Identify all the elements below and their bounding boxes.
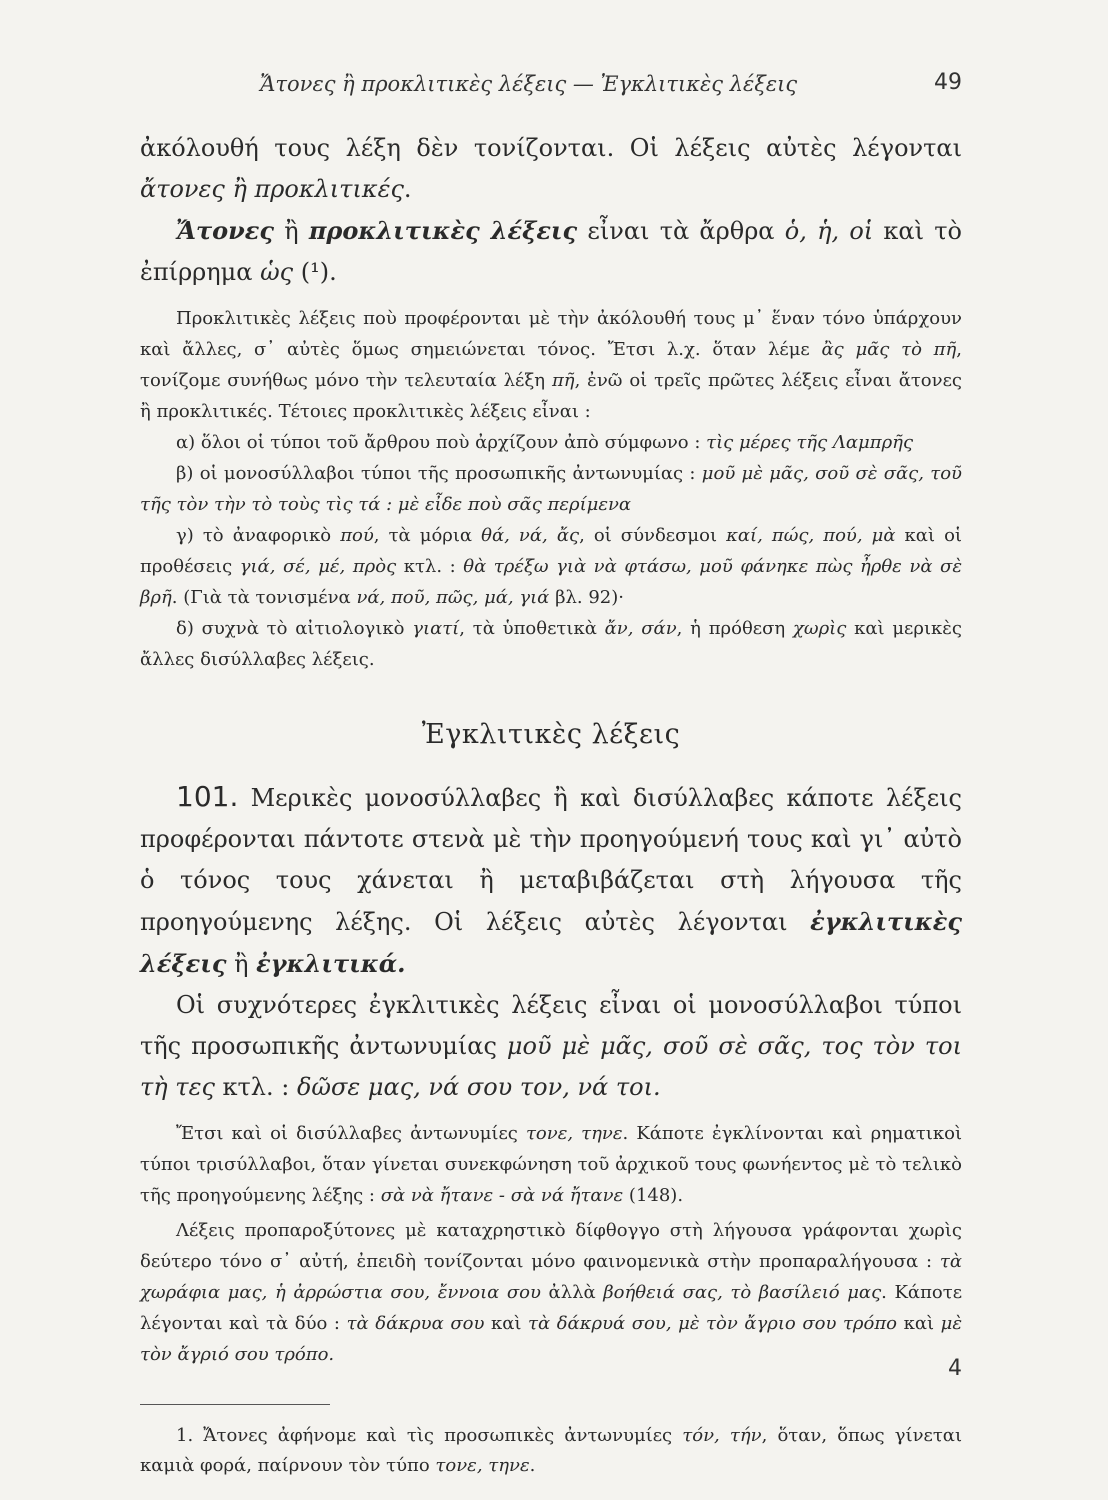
list-item-b — [140, 458, 962, 520]
text: ἀλλὰ — [540, 1282, 604, 1303]
text: καὶ οἱ προθέσεις — [140, 525, 962, 577]
italic-example: νά, ποῦ, πῶς, μά, γιά — [356, 587, 550, 608]
italic-example: γιά, σέ, μέ, πρὸς — [239, 556, 397, 577]
bold-term: προκλιτικὲς λέξεις — [308, 216, 578, 245]
italic-example: χωρὶς — [793, 618, 847, 639]
text: καὶ — [484, 1313, 529, 1334]
paragraph-continuation — [140, 128, 962, 210]
text: . Κάποτε ἐγκλίνονται καὶ ρηματικοὶ τύποι τρισύλλαβοι, ὅταν γίνεται συνεκφώνηση τοῦ ἀρχικοῦ τους φωνήεντος μὲ τὸ τελικὸ τῆς προηγούμενης λέξης : — [140, 1123, 963, 1206]
italic-example: τὰ δάκρυά σου, μὲ τὸν ἄγριο σου τρόπο — [528, 1313, 898, 1334]
text: βλ. 92)· — [549, 587, 624, 608]
paragraph-proclitics-note — [140, 303, 962, 427]
text: ἢ — [226, 950, 257, 978]
italic-term: ὡς — [260, 258, 294, 286]
text: , ἡ πρόθεση — [676, 618, 793, 639]
italic-example: πῆ — [551, 370, 575, 391]
text: εἶναι τὰ ἄρθρα — [577, 217, 785, 245]
italic-example: μοῦ μὲ μᾶς, σοῦ σὲ σᾶς, τος τὸν τοι τὴ τες — [140, 1032, 962, 1101]
section-number: 101. — [176, 780, 239, 813]
text: καὶ — [897, 1313, 941, 1334]
text: καὶ τὸ ἐπίρρημα — [140, 217, 962, 286]
page-body — [140, 128, 962, 1481]
italic-example: γιατί — [412, 618, 460, 639]
text: , ὅταν, ὅπως γίνεται καμιὰ φορά, παίρνουν τὸν τύπο — [140, 1425, 963, 1476]
bold-term: ἐγκλιτικὲς λέξεις — [140, 907, 962, 978]
text: (148). — [623, 1185, 684, 1206]
text: Οἱ συχνότερες ἐγκλιτικὲς λέξεις εἶναι οἱ μονοσύλλαβοι τύποι τῆς προσωπικῆς ἀντωνυμίας — [140, 991, 962, 1060]
italic-example: μὲ τὸν ἄγριό σου τρόπο. — [140, 1313, 963, 1365]
italic-example: σὰ νὰ ἤτανε - σὰ νά ἤτανε — [380, 1185, 624, 1206]
paragraph-proparoxytones — [140, 1215, 962, 1370]
text: ἀκόλουθή τους λέξη δὲν τονίζονται. Οἱ λέξεις αὐτὲς λέγονται — [140, 134, 962, 162]
running-head: Ἄτονες ἢ προκλιτικὲς λέξεις — Ἐγκλιτικὲς λέξεις — [260, 72, 798, 96]
list-item-c — [140, 520, 962, 613]
text: , οἱ σύνδεσμοι — [579, 525, 727, 546]
text: δ) συχνὰ τὸ αἰτιολογικὸ — [176, 618, 413, 639]
list-item-d — [140, 613, 962, 675]
text: . (Γιὰ τὰ τονισμένα — [171, 587, 357, 608]
text: κτλ. : — [396, 556, 464, 577]
text: Λέξεις προπαροξύτονες μὲ καταχρηστικὸ δίφθογγο στὴ λήγουσα γράφονται χωρὶς δεύτερο τόνο σ᾽ αὐτή, ἐπειδὴ τονίζονται μόνο φαινομενικὰ στὴν προπαραλήγουσα : — [140, 1220, 962, 1272]
italic-example: τονε, τηνε — [525, 1123, 623, 1144]
signature-mark: 4 — [948, 1356, 962, 1381]
italic-example: τονε, τηνε — [435, 1455, 530, 1476]
italic-example: θά, νά, ἄς — [481, 525, 580, 546]
italic-example: μοῦ μὲ μᾶς, σοῦ σὲ σᾶς, τοῦ τῆς τὸν τὴν τὸ τοὺς τὶς τά : μὲ εἶδε ποὺ σᾶς περίμενα — [140, 463, 962, 515]
italic-example: βοήθειά σας, τὸ βασίλειό μας — [603, 1282, 882, 1303]
italic-example: ἂς μᾶς τὸ πῆ — [821, 339, 957, 360]
bold-term: Ἄτονες — [176, 216, 274, 245]
italic-example: τὰ δάκρυα σου — [346, 1313, 485, 1334]
italic-example: τόν, τήν — [682, 1425, 762, 1446]
list-item-a — [140, 427, 962, 458]
italic-example: πού — [340, 525, 374, 546]
text: , τὰ μόρια — [373, 525, 482, 546]
paragraph-enclitics-common — [140, 985, 962, 1108]
text: Μερικὲς μονοσύλλαβες ἢ καὶ δισύλλαβες κάποτε λέξεις προφέρονται πάντοτε στενὰ μὲ τὴν προηγούμενή τους καὶ γι᾽ αὐτὸ ὁ τόνος τους χάνεται ἢ μεταβιβάζεται στὴ λήγουσα τῆς προηγούμενης λέξης. Οἱ λέξεις αὐτὲς λέγονται — [140, 784, 962, 936]
italic-example: ἄν, σάν — [604, 618, 677, 639]
italic-example: τὰ χωράφια μας, ἡ ἀρρώστια σου, ἔννοια σου — [140, 1251, 962, 1303]
text: . Κάποτε λέγονται καὶ τὰ δύο : — [140, 1282, 963, 1334]
paragraph-disyllabic — [140, 1118, 962, 1211]
text: α) ὅλοι οἱ τύποι τοῦ ἄρθρου ποὺ ἀρχίζουν ἀπὸ σύμφωνο : — [176, 432, 707, 453]
italic-term: ὁ, ἡ, οἱ — [784, 217, 874, 245]
paragraph-definition-atones — [140, 210, 962, 293]
text: Προκλιτικὲς λέξεις ποὺ προφέρονται μὲ τὴν ἀκόλουθή τους μ᾽ ἕναν τόνο ὑπάρχουν καὶ ἄλλες, σ᾽ αὐτὲς ὅμως σημειώνεται τόνος. Ἔτσι λ.χ. ὅταν λέμε — [140, 308, 962, 360]
text: ἢ — [273, 217, 309, 245]
text: γ) τὸ ἀναφορικὸ — [176, 525, 341, 546]
footnote — [140, 1421, 962, 1481]
text: . — [529, 1455, 536, 1476]
italic-example: θὰ τρέξω γιὰ νὰ φτάσω, μοῦ φάνηκε πὼς ἦρθε νὰ σὲ βρῆ — [140, 556, 962, 608]
text: , ἐνῶ οἱ τρεῖς πρῶτες λέξεις εἶναι ἄτονες ἢ προκλιτικές. Τέτοιες προκλιτικὲς λέξεις εἶναι : — [140, 370, 962, 422]
italic-term: ἄτονες ἢ προκλιτικές — [140, 175, 404, 203]
italic-example: καί, πώς, πού, μὰ — [726, 525, 896, 546]
bold-term: ἐγκλιτικά. — [256, 949, 406, 978]
section-title: Ἐγκλιτικὲς λέξεις — [421, 719, 681, 750]
italic-example: δῶσε μας, νά σου τον, νά τοι. — [296, 1073, 661, 1101]
page-number: 49 — [934, 70, 962, 95]
text: 1. Ἄτονες ἀφήνομε καὶ τὶς προσωπικὲς ἀντωνυμίες — [176, 1425, 683, 1446]
text: . — [403, 175, 412, 203]
text: καὶ μερικὲς ἄλλες δισύλλαβες λέξεις. — [140, 618, 962, 670]
text: κτλ. : — [214, 1073, 297, 1101]
text: (¹). — [293, 258, 337, 286]
page-header — [140, 68, 962, 102]
text: Ἔτσι καὶ οἱ δισύλλαβες ἀντωνυμίες — [176, 1123, 526, 1144]
text: , τὰ ὑποθετικὰ — [459, 618, 605, 639]
text: , τονίζομε συνήθως μόνο τὴν τελευταία λέξη — [140, 339, 962, 391]
text: β) οἱ μονοσύλλαβοι τύποι τῆς προσωπικῆς ἀντωνυμίας : — [176, 463, 702, 484]
paragraph-101 — [140, 776, 962, 985]
italic-example: τὶς μέρες τῆς Λαμπρῆς — [706, 432, 914, 453]
footnote-divider — [140, 1404, 330, 1405]
